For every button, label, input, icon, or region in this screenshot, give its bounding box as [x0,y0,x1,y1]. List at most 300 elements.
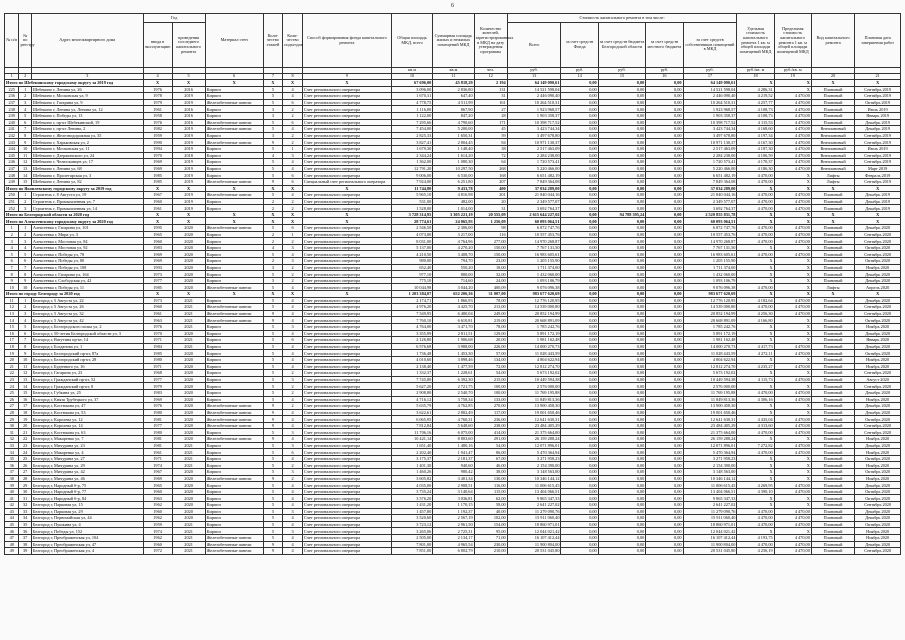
table-cell: 26 [5,396,19,403]
table-cell: Железобетонные панели [205,99,263,106]
table-cell: 30 [5,422,19,429]
table-row [5,304,901,311]
table-cell: 2021 [172,343,205,350]
table-cell: X [283,291,303,298]
table-cell: X [811,218,854,225]
table-cell: 4 470,00 [774,99,811,106]
table-cell: 23 484 405,29 [507,422,561,429]
table-cell: 10 971 130,37 [683,139,737,146]
table-cell: 20 [474,198,507,205]
table-cell: 38,00 [474,469,507,476]
table-cell: 4 [283,541,303,548]
table-cell: Счет регионального оператора [302,112,391,119]
table-cell: 0,00 [561,389,598,396]
table-header [5,14,901,80]
table-cell: 0,00 [598,488,646,495]
table-row [5,416,901,423]
table-cell: 2 [283,198,303,205]
table-cell: 2 517 463,09 [683,145,737,152]
table-cell: 10 346 144,12 [507,475,561,482]
table-row [5,515,901,522]
table-cell: X [855,185,901,192]
table-cell: Счет регионального оператора [302,205,391,212]
address-cell: Белгород г, Народный б-р, 75 [31,482,143,489]
table-row [5,495,901,502]
table-cell: 0,00 [646,455,683,462]
address-cell: Белгород г, 5 Августа ул, 32 [31,310,143,317]
table-cell: 0,00 [561,403,598,410]
table-cell: 0,00 [561,370,598,377]
address-cell: Белгород г, 5 Августа ул, 26 [31,304,143,311]
table-cell: Плановый [811,271,854,278]
table-cell: 0,00 [646,172,683,179]
table-cell: 3 471,70 [433,323,474,330]
table-cell: 20 531 045,80 [683,548,737,555]
table-cell: 0,00 [561,258,598,265]
table-cell: 3 497 678,80 [683,132,737,139]
column-number-cell: 5 [172,74,205,80]
table-row [5,126,901,133]
table-cell: Внеплановый [811,159,854,166]
table-cell: 4 470,00 [737,192,774,199]
table-cell: Плановый [811,488,854,495]
table-cell: X [855,80,901,87]
table-cell: 0,00 [598,304,646,311]
table-cell: 17 [5,337,19,344]
column-number-cell: 21 [855,74,901,80]
table-cell: 0,00 [561,119,598,126]
table-cell: 2 [283,271,303,278]
table-cell: 0,00 [646,145,683,152]
table-cell: 0,00 [561,304,598,311]
table-cell: 2 961,50 [433,521,474,528]
table-cell: X [172,185,205,192]
col-header: № по реестру [19,14,31,68]
table-cell: Сентябрь 2020 [855,422,901,429]
table-cell: Счет регионального оператора [302,376,391,383]
table-cell: X [263,185,283,192]
address-cell: Шебекино г, Харьковская ул, 2 [31,139,143,146]
table-cell: Счет регионального оператора [302,106,391,113]
table-row [5,112,901,119]
table-cell: 2020 [172,330,205,337]
table-cell: Кирпич [205,502,263,509]
table-cell: 4 [283,343,303,350]
table-row [5,396,901,403]
table-cell: 5 [263,343,283,350]
address-cell: Алексеевка г, Слободская ул, 42 [31,277,143,284]
table-cell: 1962 [143,534,172,541]
table-cell: 6 [5,258,19,265]
table-row [5,449,901,456]
table-cell: 2 138,40 [391,363,432,370]
col-header: за счет средств местного бюджета [646,23,683,68]
table-cell: 1 923 968,57 [507,106,561,113]
table-row [5,225,901,232]
table-cell: 4 470,00 [774,416,811,423]
table-cell: 21 375 664,00 [507,429,561,436]
table-cell: Плановый [811,528,854,535]
table-cell: 4 470,00 [774,231,811,238]
table-cell: 45 818,29 [433,80,474,87]
table-cell: 270,00 [474,403,507,410]
table-cell: 1976 [143,403,172,410]
table-cell: 23 [5,376,19,383]
table-cell: 5 [263,521,283,528]
table-cell: 4 470,00 [774,376,811,383]
address-cell: Шебекино г, Московская ул, 11 [31,145,143,152]
table-cell: 1969 [143,165,172,172]
table-cell: 2 [19,304,31,311]
table-cell: 16 107 412,44 [683,534,737,541]
table-cell: 4 435,04 [737,416,774,423]
table-cell: Кирпич [205,337,263,344]
table-cell: 3 [283,508,303,515]
address-cell: Белгород г, Князя Трубецкого ул, 37 [31,396,143,403]
table-cell: 0,00 [598,396,646,403]
table-cell: 0,00 [561,264,598,271]
table-cell: 775,10 [391,277,432,284]
table-cell: 0,00 [598,165,646,172]
table-cell: 0,00 [598,297,646,304]
table-cell: 4 [283,436,303,443]
table-cell: 0,00 [646,482,683,489]
table-cell: 2020 [172,515,205,522]
table-cell: Плановый [811,403,854,410]
address-cell: Белгород г, Преображенская ул, 47 [31,541,143,548]
table-cell: 1 711 374,00 [507,264,561,271]
table-row [5,370,901,377]
table-cell: 4 [283,126,303,133]
table-cell: Декабрь 2019 [855,205,901,212]
table-cell: 14 [5,317,19,324]
table-cell: 0,00 [561,277,598,284]
table-cell: 0,00 [598,323,646,330]
table-cell: X [737,218,774,225]
table-cell: 550,20 [433,264,474,271]
table-cell: Плановый [811,502,854,509]
table-cell: Счет регионального оператора [302,192,391,199]
table-cell: Счет регионального оператора [302,495,391,502]
table-cell: Кирпич [205,271,263,278]
table-row [5,534,901,541]
table-cell: 5 [263,350,283,357]
table-cell: Счет регионального оператора [302,225,391,232]
table-cell: 5 [263,469,283,476]
table-cell: 400,09 [474,284,507,291]
table-cell: 2 [5,231,19,238]
table-cell: 1976 [143,86,172,93]
table-cell: 1976 [143,119,172,126]
table-row [5,548,901,555]
table-cell: 19 001 650,46 [507,409,561,416]
table-cell: 4 [283,284,303,291]
table-row [5,469,901,476]
table-cell: 4 790,60 [433,119,474,126]
table-cell: 1985 [143,284,172,291]
table-cell: 24 065,93 [433,218,474,225]
table-cell: 8 803,60 [433,436,474,443]
table-cell: 1 981 162,48 [683,337,737,344]
table-cell: 0,00 [598,317,646,324]
address-cell: Белгород г, Костюкова ул, 63 [31,429,143,436]
table-cell: 0,00 [598,389,646,396]
table-cell: 2021 [172,541,205,548]
table-cell: 4 470,00 [774,350,811,357]
table-cell: 0,00 [598,502,646,509]
table-cell: 2019 [172,93,205,100]
table-cell: Плановый [811,112,854,119]
table-cell: 20 531 045,80 [507,548,561,555]
table-cell: Железобетонные панели [205,225,263,232]
table-cell: X [774,469,811,476]
table-cell: 1 923 968,57 [683,106,737,113]
table-cell: 0,00 [561,396,598,403]
table-cell: 6 802,79 [433,548,474,555]
table-cell: 12 776 120,95 [683,297,737,304]
table-cell: 2020 [172,475,205,482]
table-cell: 0,00 [598,264,646,271]
table-cell: 23 484 405,29 [683,422,737,429]
table-cell: 2020 [172,376,205,383]
table-cell: 39 [5,482,19,489]
table-cell: 4 470,00 [774,343,811,350]
address-cell: Шебекино г, Ленина ул, 68 [31,165,143,172]
table-cell: Кирпич [205,515,263,522]
table-cell: 0,00 [646,330,683,337]
address-cell: Белгород г, Буденного ул, 16 [31,363,143,370]
table-cell: 4 470,00 [774,363,811,370]
table-cell: X [737,502,774,509]
table-cell: Внеплановый [811,152,854,159]
table-cell: X [205,291,263,298]
table-cell: 17 [19,403,31,410]
table-cell: 4 272,11 [737,350,774,357]
table-cell: 0,00 [598,469,646,476]
table-cell: 4 [283,482,303,489]
table-cell: X [774,495,811,502]
table-cell: 1961 [143,449,172,456]
table-cell: 4 470,00 [774,515,811,522]
table-cell: 0,00 [561,317,598,324]
table-cell: 2 181,37 [433,455,474,462]
table-cell: 1970 [143,330,172,337]
table-cell: Плановый [811,541,854,548]
table-cell: 21 [5,363,19,370]
table-cell: 1 [19,192,31,199]
table-cell: 7 760,10 [391,317,432,324]
table-cell: 2021 [172,449,205,456]
table-cell: 1960 [143,198,172,205]
table-cell: 1 785 242,76 [507,323,561,330]
table-cell: 9 [263,548,283,555]
table-cell: 5 [263,495,283,502]
table-cell: 9 [19,277,31,284]
table-cell: Плановый [811,277,854,284]
table-cell: Апрель 2020 [855,284,901,291]
table-cell: 0,00 [646,258,683,265]
table-cell: 2019 [172,172,205,179]
table-cell: Декабрь 2019 [855,192,901,199]
table-cell: 20 [5,356,19,363]
table-cell: X [774,291,811,298]
table-cell: 4 [283,548,303,555]
table-cell: Ноябрь 2020 [855,396,901,403]
table-cell: 0,00 [561,198,598,205]
table-cell: 28 [19,475,31,482]
table-cell: X [737,323,774,330]
table-cell: 60 093 064,51 [507,218,561,225]
table-cell: 62,00 [474,495,507,502]
table-cell: X [302,211,391,218]
table-cell: 2 567,19 [433,515,474,522]
table-cell: 0,00 [646,449,683,456]
table-cell: 2 804,45 [433,139,474,146]
table-cell: 3 [283,376,303,383]
table-cell: 0,00 [646,403,683,410]
table-cell: 0,00 [561,211,598,218]
table-cell: 0,00 [646,93,683,100]
table-cell: 4 470,00 [774,119,811,126]
page-number: 6 [451,3,454,9]
col-header: Коли-чество подъездов [283,14,303,68]
table-cell: 4 010,60 [391,356,432,363]
table-cell: 7 851,00 [391,548,432,555]
address-cell: Алексеевка г, Победы ул, 78 [31,251,143,258]
table-cell: 11 279 090,76 [683,508,737,515]
table-cell: Счет регионального оператора [302,502,391,509]
table-cell: 647,40 [433,93,474,100]
table-cell: 67 696,00 [391,80,432,87]
table-cell: 4 186,30 [737,165,774,172]
table-cell: X [774,383,811,390]
table-cell: 12 641 630,31 [507,416,561,423]
table-cell: 13 404 066,51 [683,488,737,495]
table-cell: 0,00 [646,469,683,476]
address-cell: Белгород г, Первомайская ул, 44 [31,515,143,522]
table-cell: 0,00 [646,310,683,317]
table-cell: Сентябрь 2020 [855,383,901,390]
table-cell: 4 [283,416,303,423]
table-cell: 3 [263,132,283,139]
table-cell: X [283,211,303,218]
table-cell: 0,00 [561,225,598,232]
table-cell: 4 470,00 [774,429,811,436]
table-cell: 1 332,37 [391,370,432,377]
table-row [5,145,901,152]
table-cell: 34 [5,449,19,456]
table-cell: 33 [5,442,19,449]
table-cell: 1995 [143,225,172,232]
table-cell: 0,00 [561,541,598,548]
address-cell: Алексеевка г, Победы ул, 80 [31,258,143,265]
table-cell: X [811,211,854,218]
table-cell: 0,00 [646,86,683,93]
table-cell: 0,00 [646,495,683,502]
table-cell: X [774,370,811,377]
table-cell: 117,00 [474,409,507,416]
table-cell: 2019 [172,126,205,133]
table-cell: 9 433,78 [433,185,474,192]
table-cell: 12 791,20 [391,165,432,172]
table-cell: 4 470,00 [737,515,774,522]
table-cell: 0,00 [646,462,683,469]
table-cell: X [737,330,774,337]
table-cell: 4 470,00 [774,198,811,205]
table-cell: Кирпич [205,429,263,436]
table-row [5,152,901,159]
table-cell: Счет регионального оператора [302,198,391,205]
address-cell: Алексеевка г, Победы ул, 11 [31,284,143,291]
table-cell: 31 [474,205,507,212]
table-cell: 0,00 [646,317,683,324]
table-cell: Железобетонные панели [205,139,263,146]
table-cell: 2 721,75 [433,383,474,390]
table-cell: 78,00 [474,297,507,304]
table-cell: 4 [19,244,31,251]
table-cell: 4 778,75 [391,99,432,106]
table-cell: 0,00 [598,356,646,363]
table-cell: Плановый [811,323,854,330]
table-cell: 880,00 [433,271,474,278]
table-row [5,258,901,265]
table-cell: 0,00 [598,409,646,416]
table-cell: 2020 [172,469,205,476]
table-cell: 11 279 090,76 [507,508,561,515]
table-cell: 0,00 [646,488,683,495]
table-cell: 1 431,20 [391,502,432,509]
table-cell: 100,00 [474,383,507,390]
table-cell: 4 168,60 [737,126,774,133]
table-cell: 2 284 238,00 [507,152,561,159]
table-cell: 2020 [172,271,205,278]
table-cell: Внеплановый [811,139,854,146]
table-cell: 5 [263,482,283,489]
table-cell: Январь 2020 [855,337,901,344]
table-cell: 5 [263,449,283,456]
table-cell: 0,00 [646,475,683,482]
table-cell: 10 557 453,76 [683,231,737,238]
table-cell: 2020 [172,482,205,489]
table-cell: X [855,291,901,298]
table-cell: 4 470,00 [737,284,774,291]
table-cell: Железобетонные панели [205,317,263,324]
table-cell: 0,00 [598,132,646,139]
table-cell: 4 [263,152,283,159]
table-cell: 2 [283,370,303,377]
table-row [5,198,901,205]
table-cell: 0,00 [646,534,683,541]
table-cell: X [263,291,283,298]
table-cell: 5 [263,119,283,126]
table-cell: 1984 [143,343,172,350]
table-cell: 0,00 [561,139,598,146]
table-cell: 241 [5,126,19,133]
table-cell: 0,00 [646,508,683,515]
table-cell: 18,00 [474,264,507,271]
table-cell: 4 270,20 [433,244,474,251]
table-cell: Октябрь 2020 [855,455,901,462]
table-cell: X [855,211,901,218]
table-cell: 3 355,99 [391,330,432,337]
table-cell: X [737,264,774,271]
address-cell: Шебекино г, пр-кт Шебекинский, 19 [31,119,143,126]
table-cell: X [774,211,811,218]
table-cell: 4 470,00 [774,205,811,212]
table-cell: Сентябрь 2020 [855,429,901,436]
table-cell: Счет регионального оператора [302,534,391,541]
table-cell: 0,00 [646,396,683,403]
